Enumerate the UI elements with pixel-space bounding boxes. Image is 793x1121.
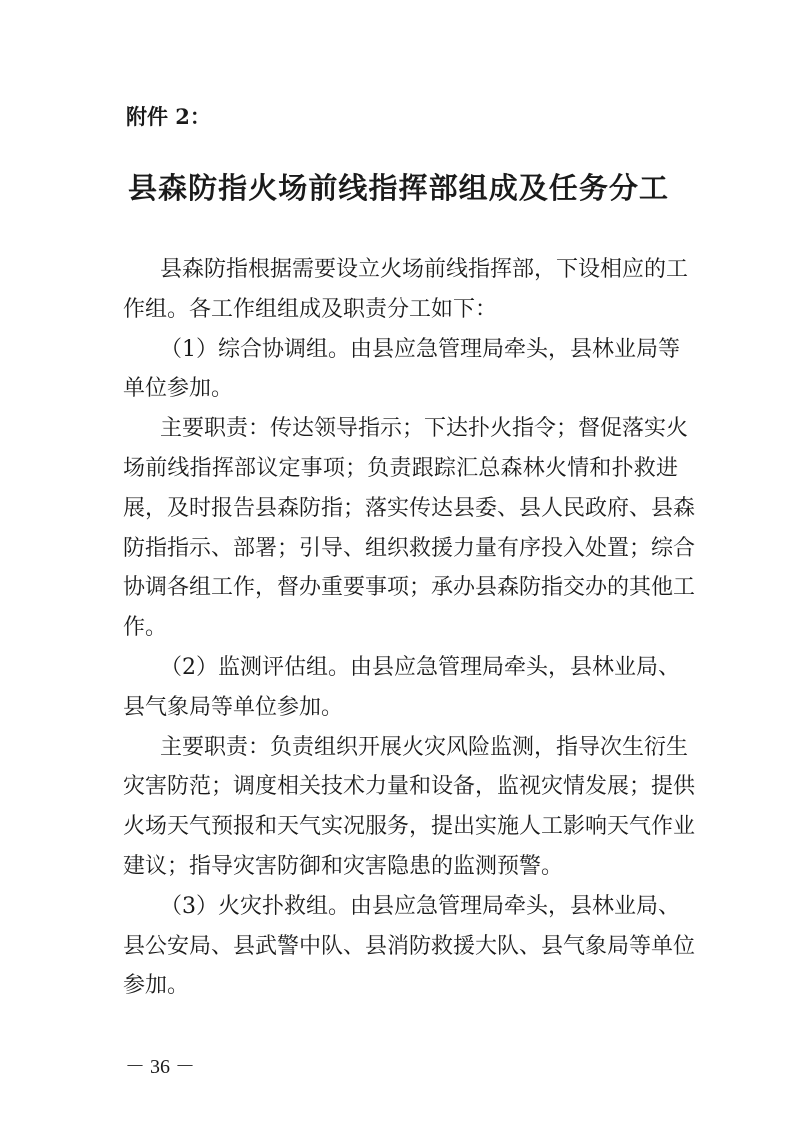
paragraph-line: 主要职责：负责组织开展火灾风险监测，指导次生衍生 — [160, 734, 689, 760]
paragraph-line: 作。 — [123, 615, 168, 641]
paragraph-line: 参加。 — [123, 973, 190, 999]
paragraph-line: （2）监测评估组。由县应急管理局牵头，县林业局、 — [160, 654, 680, 680]
paragraph-line: 展，及时报告县森防指；落实传达县委、县人民政府、县森 — [123, 495, 696, 521]
document-title: 县森防指火场前线指挥部组成及任务分工 — [128, 171, 668, 205]
page-number: － 36 － — [125, 1056, 195, 1078]
paragraph-line: 灾害防范；调度相关技术力量和设备，监视灾情发展；提供 — [123, 774, 696, 800]
paragraph-line: 县公安局、县武警中队、县消防救援大队、县气象局等单位 — [123, 933, 696, 959]
paragraph-line: 火场天气预报和天气实况服务，提出实施人工影响天气作业 — [123, 814, 696, 840]
paragraph-line: 县森防指根据需要设立火场前线指挥部，下设相应的工 — [160, 257, 689, 282]
paragraph-line: 建议；指导灾害防御和灾害隐患的监测预警。 — [123, 853, 564, 879]
paragraph — [123, 409, 696, 648]
paragraph-line: 场前线指挥部议定事项；负责跟踪汇总森林火情和扑救进 — [123, 455, 678, 481]
paragraph-line: 协调各组工作，督办重要事项；承办县森防指交办的其他工 — [123, 575, 696, 601]
paragraph-line: 主要职责：传达领导指示；下达扑火指令；督促落实火 — [160, 416, 689, 442]
paragraph — [123, 887, 696, 1006]
paragraph — [123, 250, 689, 330]
paragraph-line: （1）综合协调组。由县应急管理局牵头，县林业局等 — [160, 336, 680, 362]
paragraph — [123, 728, 696, 887]
paragraph-line: （3）火灾扑救组。由县应急管理局牵头，县林业局、 — [160, 893, 680, 919]
document-body — [123, 250, 696, 1006]
paragraph-line: 作组。各工作组组成及职责分工如下： — [123, 296, 498, 322]
attachment-label: 附件 2： — [126, 104, 211, 129]
paragraph-line: 防指指示、部署；引导、组织救援力量有序投入处置；综合 — [123, 535, 696, 561]
paragraph-line: 县气象局等单位参加。 — [123, 694, 344, 720]
paragraph-line: 单位参加。 — [123, 376, 234, 402]
paragraph — [123, 648, 678, 728]
paragraph — [123, 330, 678, 410]
